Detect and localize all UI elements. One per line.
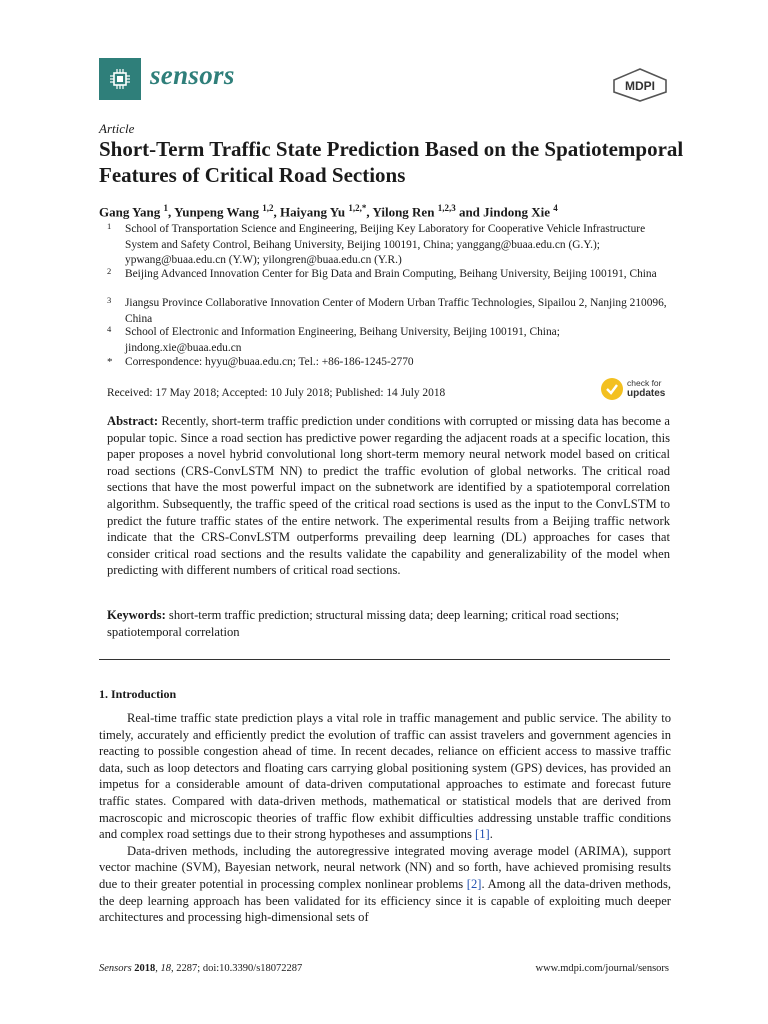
footer-volume: 18 <box>160 963 172 974</box>
affiliation-item <box>107 296 667 327</box>
author-name: Yilong Ren <box>372 204 435 220</box>
keywords-text: short-term traffic prediction; structural missing data; deep learning; critical road sections; spatiotemporal correlation <box>107 608 620 639</box>
article-type: Article <box>99 121 135 136</box>
author-name: Haiyang Yu <box>280 204 346 220</box>
affiliation-item <box>107 222 667 269</box>
author-affiliation-mark: 1,2,3 <box>437 203 456 213</box>
author-name: Gang Yang <box>99 204 161 220</box>
citation-link[interactable]: [1] <box>475 827 490 842</box>
paragraph-text: Real-time traffic state prediction plays a vital role in traffic management and public service. The ability to timely, accurately and efficiently predict the evolution of traffic can assist travelers and government agencies in reacting to possible congestion ahead of time. In recent decades, reliance on efficient access to massive traffic data, such as loop detectors and floating cars carrying global positioning system (GPS) devices, has provided an impetus for a considerable amount of data-driven computational approaches to estimate and forecast future traffic states. Compared with data-driven methods, mathematical or statistical models that are derived from macroscopic and microscopic theories of traffic flow exhibit difficulties addressing unstable traffic conditions and complex road settings due to their strong hypotheses and assumptions <box>99 711 671 842</box>
author-affiliation-mark: 1,2 <box>262 203 274 213</box>
author-affiliation-mark: 4 <box>553 203 558 213</box>
affiliation-item <box>107 325 667 356</box>
introduction-body <box>99 710 671 926</box>
author-name: Yunpeng Wang <box>174 204 259 220</box>
footer-url[interactable]: www.mdpi.com/journal/sensors <box>535 963 669 974</box>
citation-link[interactable]: [2] <box>466 876 482 891</box>
abstract <box>107 413 670 579</box>
check-updates-icon <box>601 378 623 400</box>
chip-icon <box>109 68 131 90</box>
author-name: Jindong Xie <box>483 204 550 220</box>
affiliation-text: Jiangsu Province Collaborative Innovation Center of Modern Urban Traffic Technologies, Sipailou 2, Nanjing 210096, China <box>125 297 667 325</box>
footer-year: 2018 <box>134 963 156 974</box>
mdpi-logo-icon <box>612 68 668 102</box>
affiliation-text: Beijing Advanced Innovation Center for Big Data and Brain Computing, Beihang University, Beijing 100191, China <box>125 268 657 280</box>
paper-title: Short-Term Traffic State Prediction Based on the Spatiotemporal Features of Critical Road Sections <box>99 137 684 187</box>
footer-citation: Sensors 2018, 18, 2287; doi:10.3390/s18072287 <box>99 963 303 974</box>
affiliation-item <box>107 267 667 283</box>
affiliation-text: School of Electronic and Information Engineering, Beihang University, Beijing 100191, China; jindong.xie@buaa.edu.cn <box>125 326 560 354</box>
publication-dates: Received: 17 May 2018; Accepted: 10 July 2018; Published: 14 July 2018 <box>107 387 446 399</box>
affiliation-number: 4 <box>107 324 112 334</box>
correspondence-text: Correspondence: hyyu@buaa.edu.cn; Tel.: +86-186-1245-2770 <box>125 356 414 368</box>
author-affiliation-mark: 1 <box>163 203 169 213</box>
check-for-updates-badge[interactable] <box>601 375 671 405</box>
footer-journal: Sensors <box>99 963 132 974</box>
keywords-label: Keywords: <box>107 608 166 622</box>
section-heading: 1. Introduction <box>99 687 177 701</box>
section-divider <box>99 659 670 660</box>
abstract-text: Recently, short-term traffic prediction under conditions with corrupted or missing data has become a popular topic. Since a road section has predictive power regarding the adjacent roads at a specific location, this paper proposes a novel hybrid convolutional long short-term memory neural network model based on critical road sections (CRS-ConvLSTM NN) to predict the traffic evolution of global networks. The critical road sections that have the most powerful impact on the subnetwork are identified by a spatiotemporal correlation algorithm. Subsequently, the traffic speed of the critical road sections is used as the input to the ConvLSTM to predict the future traffic states of the entire network. The experimental results from a Beijing traffic network indicate that the CRS-ConvLSTM outperforms prevailing deep learning (DL) approaches for cases that consider critical road sections and the results validate the capability and generalizability of the model when predicting with different numbers of critical road sections. <box>107 414 670 578</box>
author-affiliation-mark: 1,2,* <box>348 203 367 213</box>
abstract-label: Abstract: <box>107 414 159 428</box>
keywords <box>107 607 670 640</box>
footer-doi: , 2287; doi:10.3390/s18072287 <box>171 963 303 974</box>
check-updates-line2: updates <box>627 388 666 399</box>
author-list: Gang Yang $^1$, Yunpeng Wang $^{1,2}$, Haiyang Yu $^{1,2,*}$, Yilong Ren $^{1,2,3}$ and Jindong Xie $^4$ <box>99 203 558 220</box>
affiliation-number: * <box>107 356 113 368</box>
paragraph: Data-driven methods, including the autoregressive integrated moving average model (ARIMA), support vector machine (SVM), Bayesian network, neural network (NN) and so forth, have achieved promising results due to their greater potential in processing complex nonlinear problems [2]. Among all the data-driven methods, the deep learning approach has been validated for its efficiency since it is capable of exploiting much deeper architectures and processing high-dimensional sets of <box>99 843 671 925</box>
affiliation-number: 1 <box>107 221 112 231</box>
affiliation-number: 3 <box>107 295 112 305</box>
affiliation-number: 2 <box>107 266 112 276</box>
check-updates-line1: check for <box>627 378 662 388</box>
paragraph: Real-time traffic state prediction plays a vital role in traffic management and public service. The ability to timely, accurately and efficiently predict the evolution of traffic can assist travelers and government agencies in reacting to possible congestion ahead of time. In recent decades, reliance on efficient access to massive traffic data, such as loop detectors and floating cars carrying global positioning system (GPS) devices, has provided an impetus for a considerable amount of data-driven computational approaches to estimate and forecast future traffic states. Compared with data-driven methods, mathematical or statistical models that are derived from macroscopic and microscopic theories of traffic flow exhibit difficulties addressing unstable traffic conditions and complex road settings due to their strong hypotheses and assumptions [1]. <box>99 711 671 842</box>
affiliation-text: School of Transportation Science and Engineering, Beijing Key Laboratory for Cooperative Vehicle Infrastructure System and Safety Control, Beihang University, Beijing 100191, China; yanggang@buaa.edu.cn (G.Y.); ypwang@buaa.edu.cn (Y.W); yilongren@buaa.edu.cn (Y.R.) <box>125 223 646 266</box>
journal-name: sensors <box>150 60 235 90</box>
paragraph-text: Data-driven methods, including the autoregressive integrated moving average model (ARIMA), support vector machine (SVM), Bayesian network, neural network (NN) and so forth, have achieved promising results due to their greater potential in processing complex nonlinear problems <box>99 843 671 891</box>
mdpi-logo-text: MDPI <box>625 79 655 93</box>
affiliation-item <box>107 355 667 371</box>
